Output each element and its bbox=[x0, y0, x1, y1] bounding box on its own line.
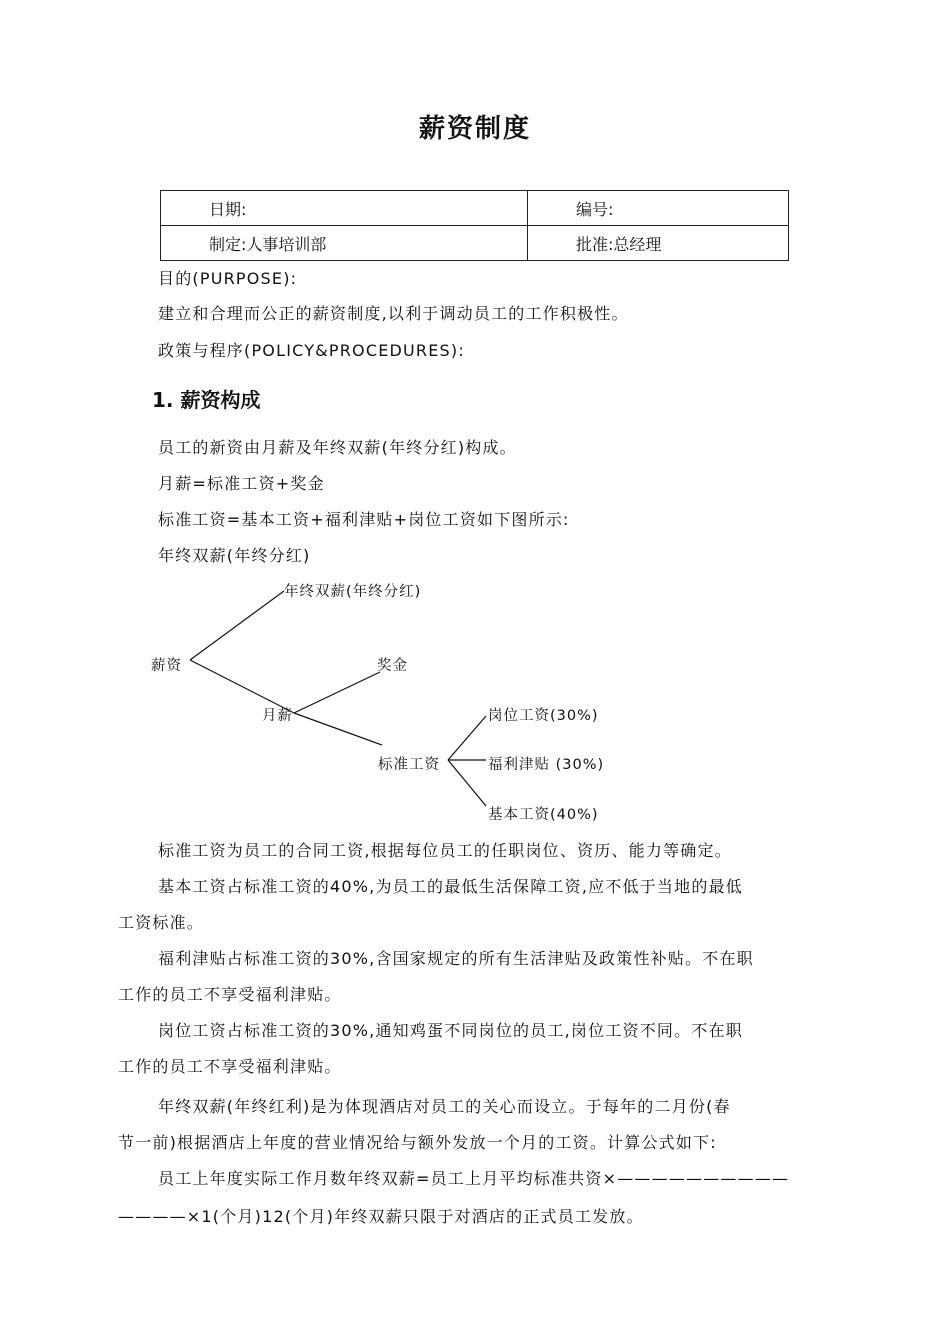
edge-standard-basic bbox=[448, 760, 486, 806]
tree-node-monthly: 月薪 bbox=[262, 708, 293, 724]
paragraph: 员工上年度实际工作月数年终双薪=员工上月平均标准共资×—————————— bbox=[158, 1169, 790, 1188]
edge-monthly-bonus bbox=[294, 672, 380, 713]
number-cell: 编号: bbox=[528, 191, 789, 226]
made-by-cell: 制定:人事培训部 bbox=[161, 226, 528, 261]
paragraph: 节一前)根据酒店上年度的营业情况给与额外发放一个月的工资。计算公式如下: bbox=[118, 1133, 717, 1152]
intro-line: 员工的新资由月薪及年终双薪(年终分红)构成。 bbox=[158, 438, 517, 457]
date-cell: 日期: bbox=[161, 191, 528, 226]
paragraph: 福利津贴占标准工资的30%,含国家规定的所有生活津贴及政策性补贴。不在职 bbox=[158, 949, 754, 968]
tree-node-basic: 基本工资(40%) bbox=[488, 807, 599, 823]
paragraph: 岗位工资占标准工资的30%,通知鸡蛋不同岗位的员工,岗位工资不同。不在职 bbox=[158, 1021, 743, 1040]
approved-by-cell: 批准:总经理 bbox=[528, 226, 789, 261]
intro-line: 年终双薪(年终分红) bbox=[158, 546, 311, 565]
paragraph: 工资标准。 bbox=[118, 913, 205, 932]
paragraph: ————×1(个月)12(个月)年终双薪只限于对酒店的正式员工发放。 bbox=[118, 1207, 644, 1226]
paragraph: 工作的员工不享受福利津贴。 bbox=[118, 1057, 342, 1076]
paragraph: 年终双薪(年终红利)是为体现酒店对员工的关心而设立。于每年的二月份(春 bbox=[158, 1097, 731, 1116]
tree-node-position: 岗位工资(30%) bbox=[488, 708, 599, 724]
edge-monthly-standard bbox=[294, 713, 382, 745]
section-title: 1. 薪资构成 bbox=[152, 388, 261, 412]
tree-node-root: 薪资 bbox=[151, 658, 182, 674]
intro-line: 标准工资=基本工资+福利津贴+岗位工资如下图所示: bbox=[158, 510, 570, 529]
purpose-text: 建立和合理而公正的薪资制度,以利于调动员工的工作积极性。 bbox=[158, 304, 629, 323]
edge-root-annual bbox=[190, 591, 284, 660]
policy-heading: 政策与程序(POLICY&PROCEDURES): bbox=[158, 341, 465, 360]
tree-node-welfare: 福利津贴 (30%) bbox=[488, 757, 605, 773]
paragraph: 标准工资为员工的合同工资,根据每位员工的任职岗位、资历、能力等确定。 bbox=[158, 841, 732, 860]
purpose-heading: 目的(PURPOSE): bbox=[158, 269, 298, 288]
intro-line: 月薪=标准工资+奖金 bbox=[158, 474, 325, 493]
tree-node-bonus: 奖金 bbox=[377, 658, 408, 674]
paragraph: 基本工资占标准工资的40%,为员工的最低生活保障工资,应不低于当地的最低 bbox=[158, 877, 743, 896]
page-title: 薪资制度 bbox=[418, 114, 531, 144]
paragraph: 工作的员工不享受福利津贴。 bbox=[118, 985, 342, 1004]
edge-standard-position bbox=[448, 716, 486, 760]
tree-node-standard: 标准工资 bbox=[378, 757, 440, 773]
tree-node-annual: 年终双薪(年终分红) bbox=[284, 584, 422, 600]
